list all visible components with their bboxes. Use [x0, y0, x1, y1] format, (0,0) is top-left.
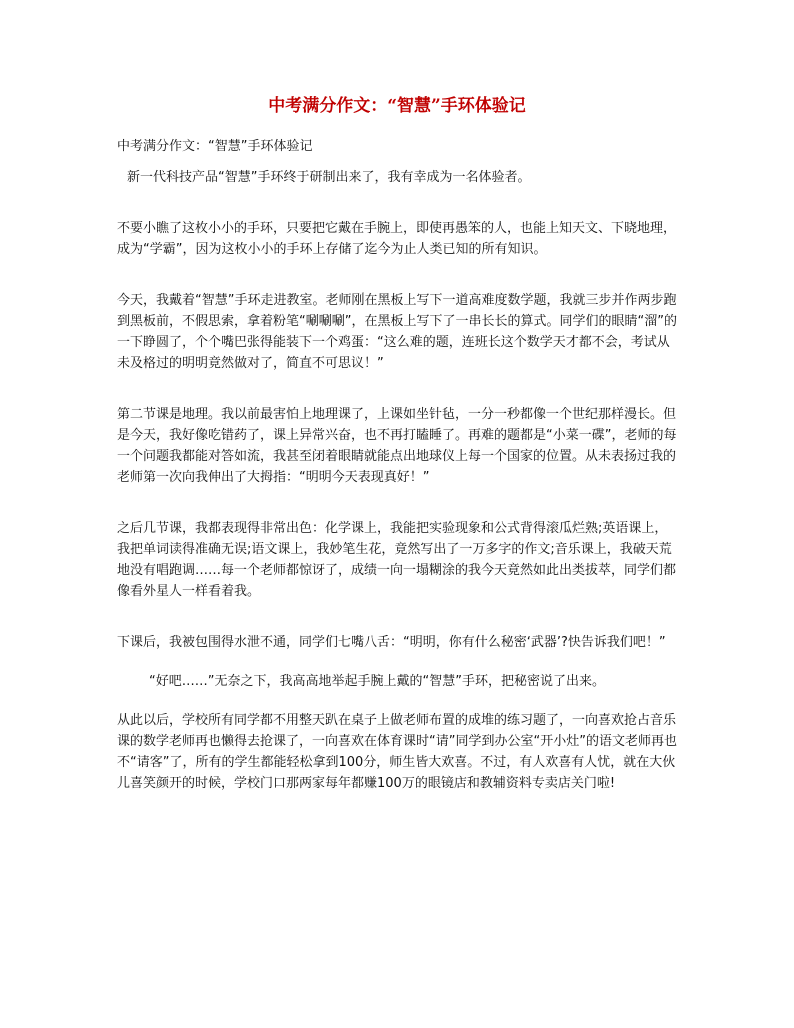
paragraph-math-class: 今天，我戴着“智慧”手环走进教室。老师刚在黑板上写下一道高难度数学题，我就三步并作两步跑到黑板前，不假思索，拿着粉笔“唰唰唰”，在黑板上写下了一串长长的算式。同学们的眼睛“溜”的一下睁圆了，个个嘴巴张得能装下一个鸡蛋：“这么难的题，连班长这个数学天才都不会，考试从未及格过的明明竟然做对了，简直不可思议！” [117, 293, 677, 371]
paragraph-bracelet: 不要小瞧了这枚小小的手环，只要把它戴在手腕上，即使再愚笨的人，也能上知天文、下晓地理，成为“学霸”，因为这枚小小的手环上存储了迄今为止人类已知的所有知识。 [117, 221, 677, 257]
document-body [117, 136, 677, 794]
paragraph-geography-class: 第二节课是地理。我以前最害怕上地理课了，上课如坐针毡，一分一秒都像一个世纪那样漫长。但是今天，我好像吃错药了，课上异常兴奋，也不再打瞌睡了。再难的题都是“小菜一碟”，老师的每一个问题我都能对答如流，我甚至闭着眼睛就能点出地球仪上每一个国家的位置。从未表扬过我的老师第一次向我伸出了大拇指：“明明今天表现真好！” [117, 407, 677, 485]
paragraph-intro: 新一代科技产品“智慧”手环终于研制出来了，我有幸成为一名体验者。 [127, 170, 531, 185]
paragraph-ending: 从此以后，学校所有同学都不用整天趴在桌子上做老师布置的成堆的练习题了，一向喜欢抢占音乐课的数学老师再也懒得去抢课了，一向喜欢在体育课时“请”同学到办公室“开小灶”的语文老师再也不“请客”了，所有的学生都能轻松拿到100分，师生皆大欢喜。不过，有人欢喜有人忧，就在大伙儿喜笑颜开的时候，学校门口那两家每年都赚100万的眼镜店和教辅资料专卖店关门啦! [117, 713, 677, 791]
paragraph-reveal: “好吧……”无奈之下，我高高地举起手腕上戴的“智慧”手环，把秘密说了出来。 [149, 674, 605, 689]
paragraph-after-class: 下课后，我被包围得水泄不通，同学们七嘴八舌：“明明，你有什么秘密‘武器’?快告诉我们吧！” [117, 635, 666, 650]
document-title: 中考满分作文：“智慧”手环体验记 [268, 96, 526, 116]
paragraph-other-classes: 之后几节课，我都表现得非常出色：化学课上，我能把实验现象和公式背得滚瓜烂熟;英语课上，我把单词读得准确无误;语文课上，我妙笔生花，竟然写出了一万多字的作文;音乐课上，我破天荒地没有唱跑调……每一个老师都惊讶了，成绩一向一塌糊涂的我今天竟然如此出类拔萃，同学们都像看外星人一样看着我。 [117, 521, 677, 599]
document-subtitle: 中考满分作文：“智慧”手环体验记 [117, 139, 313, 154]
